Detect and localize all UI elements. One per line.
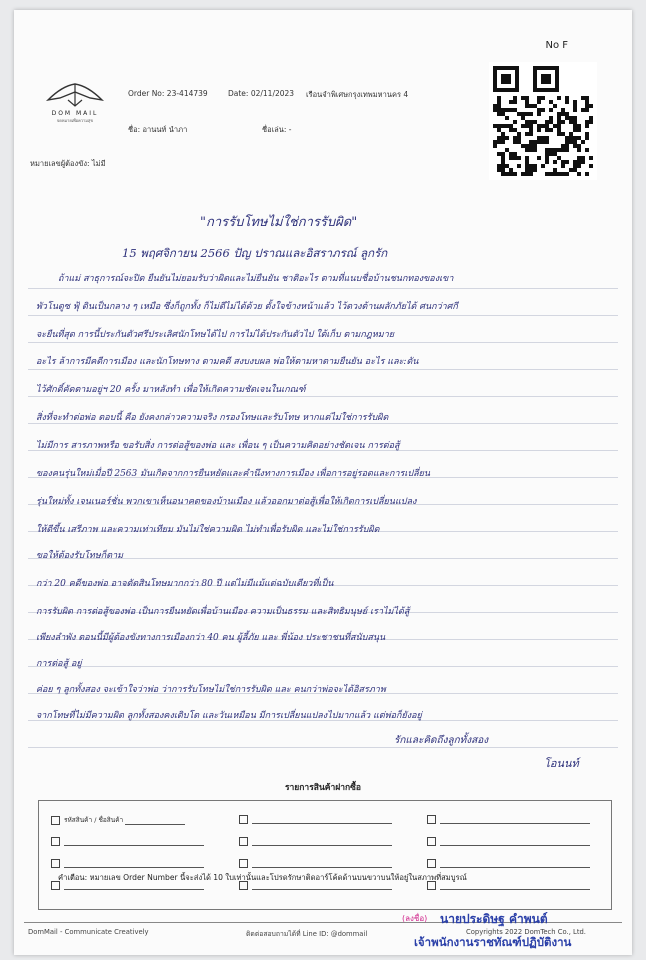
ruled-line (28, 666, 618, 667)
footer-copyright: Copyrights 2022 DomTech Co., Ltd. (466, 928, 586, 936)
item-field[interactable] (440, 837, 590, 846)
letter-line: สิ่งที่จะทำต่อพ่อ ตอบนี้ คือ ยังคงกล่าวความจริง กรองโทษและรับโทษ หากแต่ไม่ใช่การรับผิด (36, 413, 389, 423)
stamp-prefix: (ลงชื่อ) (402, 914, 428, 923)
bird-logo-icon (44, 80, 106, 110)
letter-line: อะไร ล้าการมีคดีการเมือง และนักโทษทาง ตามคดี สงบงบผล พ่อให้ตามหาตามยืนยัน อะไร และ:ดัน (36, 357, 419, 367)
brand-name: DOM MAIL (51, 110, 99, 117)
qr-code-icon (489, 62, 597, 180)
item-field[interactable] (252, 837, 392, 846)
footer-left: DomMail - Communicate Creatively (28, 928, 149, 936)
order-number: Order No: 23-414739 (128, 89, 208, 98)
item-checkbox[interactable] (427, 859, 436, 868)
item-field[interactable] (64, 837, 204, 846)
ruled-line (28, 342, 618, 343)
item-row (51, 859, 204, 868)
letter-signature: โอนนท์ (544, 757, 579, 770)
letter-line: จากโทษที่ไม่มีความผิด ลูกทั้งสองคงเติบโต และวันเหมือน มีการเปลี่ยนแปลงไปมากแล้ว แต่พ่อก็ยังอยู่ (36, 711, 422, 721)
item-first-label: รหัสสินค้า / ชื่อสินค้า (64, 816, 124, 824)
item-checkbox[interactable] (51, 837, 60, 846)
item-field[interactable] (252, 859, 392, 868)
item-row (427, 837, 590, 846)
letter-line: ให้ดีขึ้น เสรีภาพ และความเท่าเทียม มันไม่ใช่ความผิด ไม่ทำเพื่อรับผิด และไม่ใช่การรับผิด (36, 525, 380, 535)
item-checkbox[interactable] (239, 837, 248, 846)
item-field[interactable] (252, 815, 392, 824)
ruled-line (28, 423, 618, 424)
letter-line: กว่า 20 คดีของพ่อ อาจตัดสินโทษมากกว่า 80 ปี แต่ไม่มีแม้แต่ฉบับเดียวที่เป็น (36, 579, 334, 589)
letter-page (14, 10, 632, 955)
items-table (38, 800, 612, 910)
recipient-name: ชื่อ: อานนท์ นำภา (128, 125, 188, 134)
item-field[interactable] (64, 859, 204, 868)
item-row (51, 837, 204, 846)
letter-line: พัวโนดูซ ฟุ้ ดินเป็นกลาง ๆ เหมือ ซึ่งก็ถูกทั้ง ก็ไม่ดีไม่ได้ด้วย ตั้งใจข้างหน้าแล้ว ไว้ดวงต้านผลักภัยได้ ศนกว่าศกี (36, 302, 458, 312)
letter-line: ไว้ศักดิ์คัดตามอยู่ฯ 20 ครั้ง มาหลังทำ เพื่อให้เกิดความชัดเจนในเกณฑ์ (36, 385, 306, 395)
letter-line: การต่อสู้ อยู่ (36, 659, 82, 669)
letter-dateline: 15 พฤศจิกายน 2566 ปัญ ปราณและอิสราภรณ์ ลูกรัก (122, 246, 388, 260)
letter-title: "การรับโทษไม่ใช่การรับผิด" (200, 215, 358, 230)
form-number: No F (545, 40, 568, 51)
officer-name: นายประดิษฐ คำพนต์ (440, 912, 548, 926)
item-row (427, 815, 590, 824)
brand-tagline: จดหมายเพื่อความสุข (56, 118, 94, 123)
item-checkbox[interactable] (427, 837, 436, 846)
qr-code (489, 62, 597, 180)
item-checkbox[interactable] (51, 816, 60, 825)
officer-position: เจ้าพนักงานราชทัณฑ์ปฏิบัติงาน (414, 935, 572, 949)
item-row (239, 859, 392, 868)
letter-line: เพียงลำพัง ตอนนี้มีผู้ต้องขังทางการเมืองกว่า 40 คน ผู้ลี้ภัย และ พี่น้อง ประชาชนที่สนับสนุน (36, 633, 386, 643)
item-field[interactable] (125, 816, 185, 825)
order-warning: คำเตือน: หมายเลข Order Number นี้จะส่งได้ 10 ใบเท่านั้นและโปรดรักษาติดอาร์โค้ดด้านบนขวาบนให้อยู่ในสภาพที่สมบูรณ์ (58, 873, 467, 882)
letter-line: การรับผิด การต่อสู้ของพ่อ เป็นการยืนหยัดเพื่อบ้านเมือง ความเป็นธรรม และสิทธิมนุษย์ เราไม่ได้สู้ (36, 607, 410, 617)
ruled-line (28, 396, 618, 397)
facility-name: เรือนจำพิเศษกรุงเทพมหานคร 4 (306, 90, 409, 99)
inmate-id: หมายเลขผู้ต้องขัง: ไม่มี (30, 159, 106, 168)
item-row (51, 815, 185, 825)
recipient-nickname: ชื่อเล่น: - (262, 125, 292, 134)
item-field[interactable] (440, 859, 590, 868)
item-checkbox[interactable] (239, 859, 248, 868)
dommail-logo (44, 80, 106, 123)
order-date: Date: 02/11/2023 (228, 89, 295, 98)
item-row (427, 859, 590, 868)
letter-line: ขอให้ต้องรับโทษก็ตาม (36, 551, 124, 561)
ruled-line (28, 369, 618, 370)
item-checkbox[interactable] (427, 815, 436, 824)
item-row (239, 837, 392, 846)
letter-line: จะยืนที่สุด การนี้ประกันตัวศรีประเลิศนักโทษได้ไป การไม่ได้ประกันตัวไป ใต้เก็บ ตามกฎหมาย (36, 330, 395, 340)
item-checkbox[interactable] (51, 859, 60, 868)
items-section-title: รายการสินค้าฝากซื้อ (284, 783, 362, 793)
item-row (239, 815, 392, 824)
letter-line: ถ้าแม่ สาธุการณ์จะปิด ยืนยันไม่ยอมรับว่าผิดและไม่ยืนยัน ชาติอะไร ตามที่แนบชื่อบ้านชนกทองของเขา (58, 274, 454, 284)
letter-line: ไม่มีการ สารภาพหรือ ขอรับสิ่ง การต่อสู้ของพ่อ และ เพื่อน ๆ เป็นความคิดอย่างชัดเจน การต่อสู้ (36, 441, 400, 451)
ruled-line (28, 747, 618, 748)
letter-line: ของคนรุ่นใหม่เมื่อปี 2563 มันเกิดจากการยืนหยัดและคำนึงทางการเมือง เพื่อการอยู่รอดและการเปลี่ยน (36, 469, 431, 479)
letter-line: ค่อย ๆ ลูกทั้งสอง จะเข้าใจว่าพ่อ ว่าการรับโทษไม่ใช่การรับผิด และ คนกว่าพ่อจะได้อิสรภาพ (36, 685, 386, 695)
letter-line: รุ่นใหม่ทั้ง เจนเนอร์ชั่น พวกเขาเห็นอนาคตของบ้านเมือง แล้วออกมาต่อสู้เพื่อให้เกิดการเปลี่ยนแปลง (36, 497, 417, 507)
ruled-line (28, 315, 618, 316)
ruled-line (28, 288, 618, 289)
footer-line-id: ติดต่อสอบถามได้ที่ Line ID: @dommail (246, 930, 368, 938)
letter-closing: รักและคิดถึงลูกทั้งสอง (394, 735, 489, 746)
item-field[interactable] (440, 815, 590, 824)
item-checkbox[interactable] (239, 815, 248, 824)
